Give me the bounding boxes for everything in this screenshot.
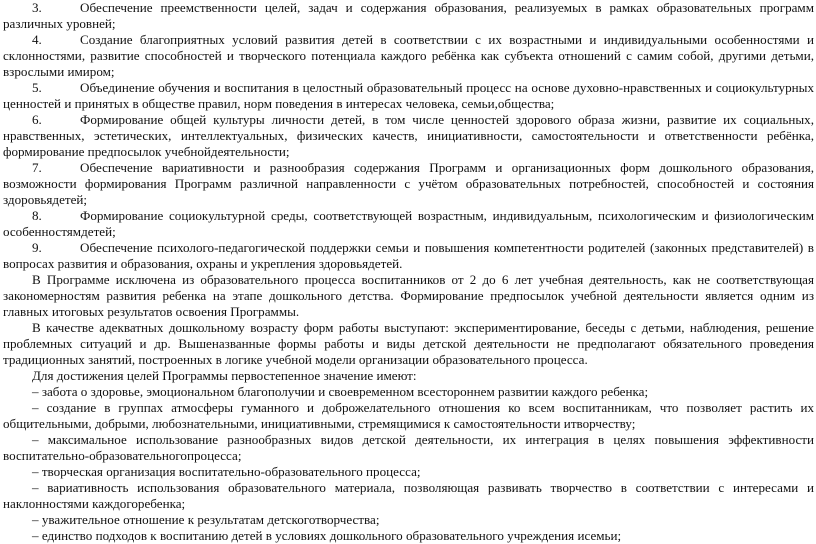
item-number: 9. [32,240,42,255]
item-text: Формирование социокультурной среды, соответствующей возрастным, индивидуальным, психологическим и физиологическим особенностямдетей; [3,208,814,239]
list-item: – единство подходов к воспитанию детей в условиях дошкольного образовательного учреждения исемьи; [32,528,622,543]
item-text: Обеспечение психолого-педагогической поддержки семьи и повышения компетентности родителей (законных представителей) в вопросах развития и образования, охраны и укрепления здоровьядетей. [3,240,814,271]
list-item: – максимальное использование разнообразных видов детской деятельности, их интеграция в целях повышения эффективности воспитательно-образовательногопроцесса; [3,432,814,463]
list-item: – творческая организация воспитательно-образовательного процесса; [32,464,421,479]
numbered-list [3,0,814,272]
item-number: 6. [32,112,42,127]
list-item [3,32,814,80]
list-item [3,112,814,160]
list-item [3,80,814,112]
item-number: 4. [32,32,42,47]
item-text: Обеспечение вариативности и разнообразия содержания Программ и организационных форм дошкольного образования, возможности формирования Программ различной направленности с учётом образовательных потребностей, способностей и состояния здоровьядетей; [3,160,814,207]
item-text: Формирование общей культуры личности детей, в том числе ценностей здорового образа жизни, развитие их социальных, нравственных, эстетических, интеллектуальных, физических качеств, инициативности, самостоятельности и ответственности ребёнка, формирование предпосылок учебнойдеятельности; [3,112,814,159]
goals-lead-line: Для достижения целей Программы первостепенное значение имеют: [32,368,417,383]
list-item [3,208,814,240]
item-number: 8. [32,208,42,223]
paragraph-learning-activity: В Программе исключена из образовательного процесса воспитанников от 2 до 6 лет учебная деятельность, как не соответствующая закономерностям развития ребенка на этапе дошкольного детства. Формирование предпосылок учебной деятельности является одним из главных итоговых результатов освоения Программы. [3,272,814,319]
item-number: 7. [32,160,42,175]
paragraph-work-forms: В качестве адекватных дошкольному возрасту форм работы выступают: экспериментирование, беседы с детьми, наблюдения, решение проблемных ситуаций и др. Вышеназванные формы работы и виды детской деятельности не предполагают обязательного проведения традиционных занятий, построенных в логике учебной модели организации образовательного процесса. [3,320,814,367]
list-item: – забота о здоровье, эмоциональном благополучии и своевременном всестороннем развитии каждого ребенка; [32,384,649,399]
list-item [3,240,814,272]
item-text: Создание благоприятных условий развития детей в соответствии с их возрастными и индивидуальными особенностями и склонностями, развитие способностей и творческого потенциала каждого ребёнка как субъекта отношений с самим собой, другими детьми, взрослыми имиром; [3,32,814,79]
dash-list [3,384,814,544]
list-item [3,160,814,208]
list-item: – вариативность использования образовательного материала, позволяющая развивать творчество в соответствии с интересами и наклонностями каждогоребенка; [3,480,814,511]
list-item [3,0,814,32]
item-number: 3. [32,0,42,15]
item-text: Объединение обучения и воспитания в целостный образовательный процесс на основе духовно-нравственных и социокультурных ценностей и принятых в обществе правил, норм поведения в интересах человека, семьи,общества; [3,80,814,111]
list-item: – создание в группах атмосферы гуманного и доброжелательного отношения ко всем воспитанникам, что позволяет растить их общительными, добрыми, любознательными, инициативными, стремящимися к самостоятельности итворчеству; [3,400,814,431]
item-number: 5. [32,80,42,95]
item-text: Обеспечение преемственности целей, задач и содержания образования, реализуемых в рамках образовательных программ различных уровней; [3,0,814,31]
list-item: – уважительное отношение к результатам детскоготворчества; [32,512,380,527]
